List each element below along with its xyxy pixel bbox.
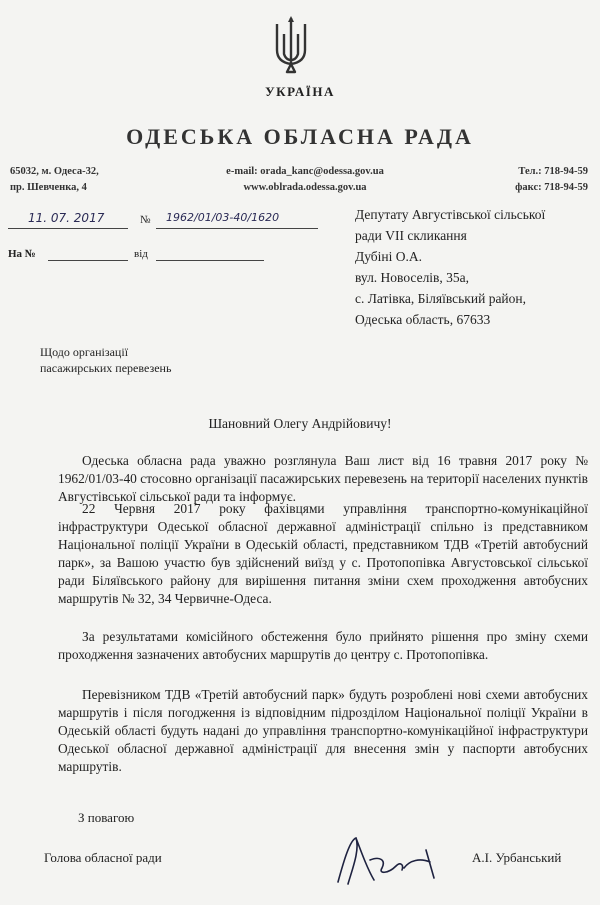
country-name: УКРАЇНА — [265, 84, 335, 99]
website-text: www.oblrada.odessa.gov.ua — [243, 182, 367, 193]
body-paragraph: Перевізником ТДВ «Третій автобусний парк» будуть розроблені нові схеми автобусних маршрутів і після погодження із відповідним підрозділом Національної поліції України в Одеській області будуть надані до управління транспортно-комунікаційної інфраструктури Одеської обласної державної адміністрації для внесення змін у паспорти автобусних маршрутів. — [58, 687, 588, 774]
date-underline — [8, 228, 128, 229]
addressee-line: Дубіні О.А. — [355, 249, 422, 264]
addressee-line: вул. Новоселів, 35а, — [355, 270, 470, 285]
addressee-line: с. Латівка, Біляївський район, — [355, 291, 527, 306]
address-line: пр. Шевченка, 4 — [10, 182, 87, 193]
addressee-line: Одеська область, 67633 — [355, 312, 491, 327]
body-paragraph: Одеська обласна рада уважно розглянула Ваш лист від 16 травня 2017 року № 1962/01/03-40 стосовно організації пасажирських перевезень на території населених пунктів Августівської сільської ради та інформує. — [58, 453, 588, 504]
signer-name: А.І. Урбанський — [472, 850, 562, 865]
phone-text: Тел.: 718-94-59 — [518, 166, 588, 177]
fax-text: факс: 718-94-59 — [515, 182, 588, 193]
council-address — [10, 164, 210, 196]
subject-line: пасажирських перевезень — [40, 361, 172, 375]
body-paragraph: За результатами комісійного обстеження було прийнято рішення про зміну схеми проходження зазначених автобусних маршрутів до центру с. Протопопівка. — [58, 629, 588, 662]
ref-number-underline — [48, 260, 128, 261]
number-underline — [156, 228, 318, 229]
ref-number-label: На № — [8, 248, 36, 260]
ref-from-label: від — [134, 248, 148, 260]
addressee-line: Депутату Августівської сільської — [355, 207, 546, 222]
greeting: Шановний Олегу Андрійовичу! — [208, 416, 392, 431]
addressee-line: ради VII скликання — [355, 228, 467, 243]
registration-number: 1962/01/03-40/1620 — [166, 211, 280, 224]
subject-line: Щодо організації — [40, 345, 129, 359]
council-phones — [428, 164, 588, 196]
body-paragraph: 22 Червня 2017 року фахівцями управління транспортно-комунікаційної інфраструктури Одеської обласної державної адміністрації спільно із представником Національної поліції України в Одеській області, представником ТДВ «Третій автобусний парк», за Вашою участю був здійснений виїзд у с. Протопопівка Августовської сільської ради Біляївського району для вирішення питання зміни схем проходження автобусних маршрутів № 32, 34 Червичне-Одеса. — [58, 501, 588, 606]
closing-phrase: З повагою — [78, 810, 135, 825]
council-name: ОДЕСЬКА ОБЛАСНА РАДА — [126, 124, 474, 149]
address-line: 65032, м. Одеса-32, — [10, 166, 99, 177]
registration-date: 11. 07. 2017 — [28, 211, 105, 225]
trident-emblem-icon — [271, 14, 311, 78]
incoming-reference — [8, 248, 308, 266]
handwritten-signature — [330, 830, 450, 890]
outgoing-registration — [8, 211, 328, 232]
signer-title: Голова обласної ради — [44, 850, 162, 865]
addressee-block — [355, 204, 595, 330]
council-contacts — [200, 164, 410, 196]
registration-number-label: № — [140, 214, 151, 226]
email-text: e-mail: orada_kanc@odessa.gov.ua — [226, 166, 384, 177]
subject-block — [40, 344, 171, 376]
ref-date-underline — [156, 260, 264, 261]
